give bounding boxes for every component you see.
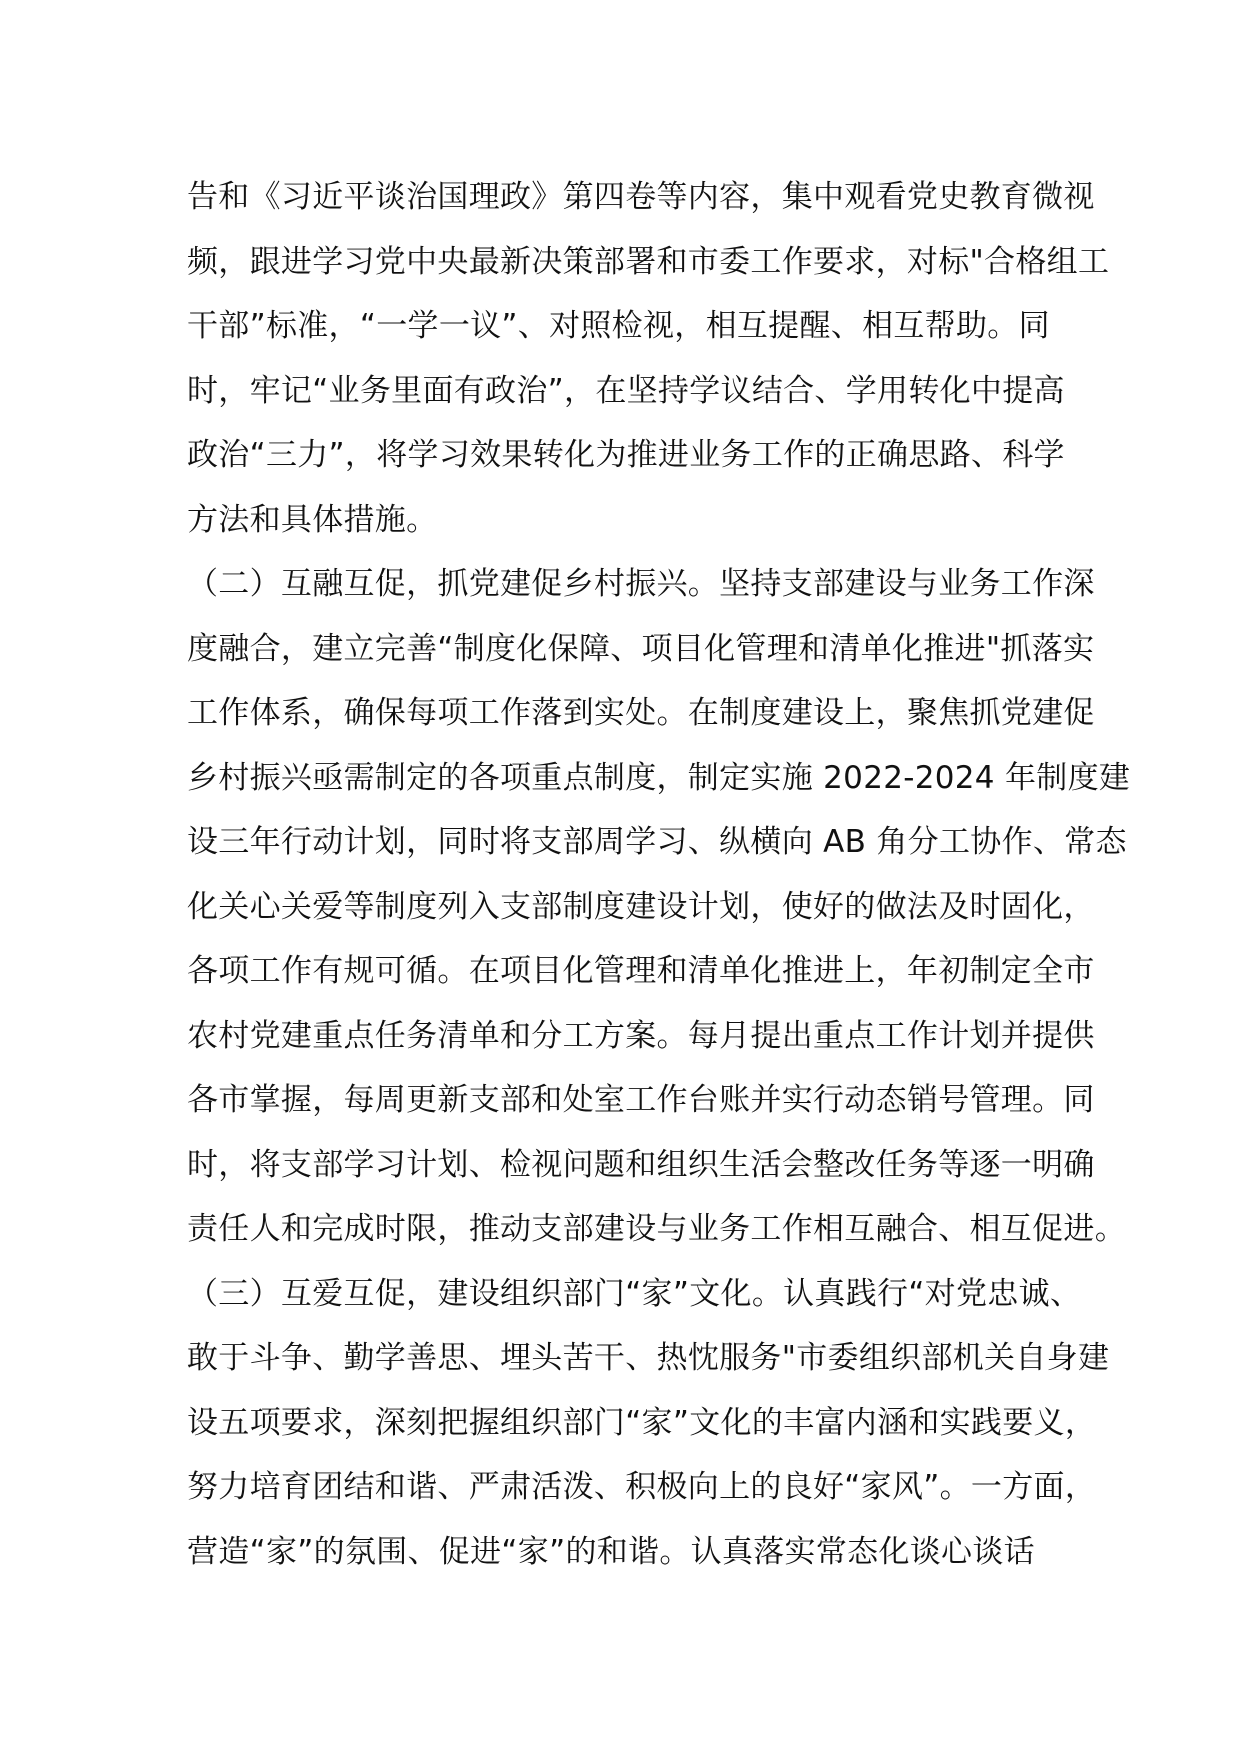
body-text <box>187 165 1131 1584</box>
text-line: 度融合，建立完善“制度化保障、项目化管理和清单化推进"抓落实 <box>187 630 1095 667</box>
text-line: 告和《习近平谈治国理政》第四卷等内容，集中观看党史教育微视 <box>187 179 1095 215</box>
text-line: 设三年行动计划，同时将支部周学习、纵横向 AB 角分工协作、常态 <box>187 824 1127 860</box>
text-line: 时，牢记“业务里面有政治”，在坚持学议结合、学用转化中提高 <box>187 372 1065 409</box>
text-line: 频，跟进学习党中央最新决策部署和市委工作要求，对标"合格组工 <box>187 243 1110 280</box>
text-line: 干部”标准，“一学一议”、对照检视，相互提醒、相互帮助。同 <box>187 308 1050 344</box>
section-two-heading-line: （二）互融互促，抓党建促乡村振兴。坚持支部建设与业务工作深 <box>187 566 1095 602</box>
text-line: 化关心关爱等制度列入支部制度建设计划，使好的做法及时固化， <box>187 888 1095 925</box>
text-line: 努力培育团结和谐、严肃活泼、积极向上的良好“家风”。一方面， <box>187 1469 1097 1505</box>
section-three-heading-line: （三）互爱互促，建设组织部门“家”文化。认真践行“对党忠诚、 <box>187 1275 1082 1312</box>
text-line: 各市掌握，每周更新支部和处室工作台账并实行动态销号管理。同 <box>187 1082 1095 1118</box>
text-line: 设五项要求，深刻把握组织部门“家”文化的丰富内涵和实践要义， <box>187 1404 1097 1441</box>
text-line: 方法和具体措施。 <box>187 501 438 538</box>
text-line: 时，将支部学习计划、检视问题和组织生活会整改任务等逐一明确 <box>187 1146 1095 1183</box>
text-line: 农村党建重点任务清单和分工方案。每月提出重点工作计划并提供 <box>187 1017 1095 1054</box>
text-line: 责任人和完成时限，推动支部建设与业务工作相互融合、相互促进。 <box>187 1211 1126 1247</box>
text-line: 乡村振兴亟需制定的各项重点制度，制定实施 2022-2024 年制度建 <box>187 759 1131 796</box>
text-line: 营造“家”的氛围、促进“家”的和谐。认真落实常态化谈心谈话 <box>187 1533 1035 1570</box>
text-line: 各项工作有规可循。在项目化管理和清单化推进上，年初制定全市 <box>187 953 1095 989</box>
text-line: 政治“三力”，将学习效果转化为推进业务工作的正确思路、科学 <box>187 437 1065 473</box>
text-line: 工作体系，确保每项工作落到实处。在制度建设上，聚焦抓党建促 <box>187 695 1095 731</box>
text-line: 敢于斗争、勤学善思、埋头苦干、热忱服务"市委组织部机关自身建 <box>187 1340 1110 1376</box>
